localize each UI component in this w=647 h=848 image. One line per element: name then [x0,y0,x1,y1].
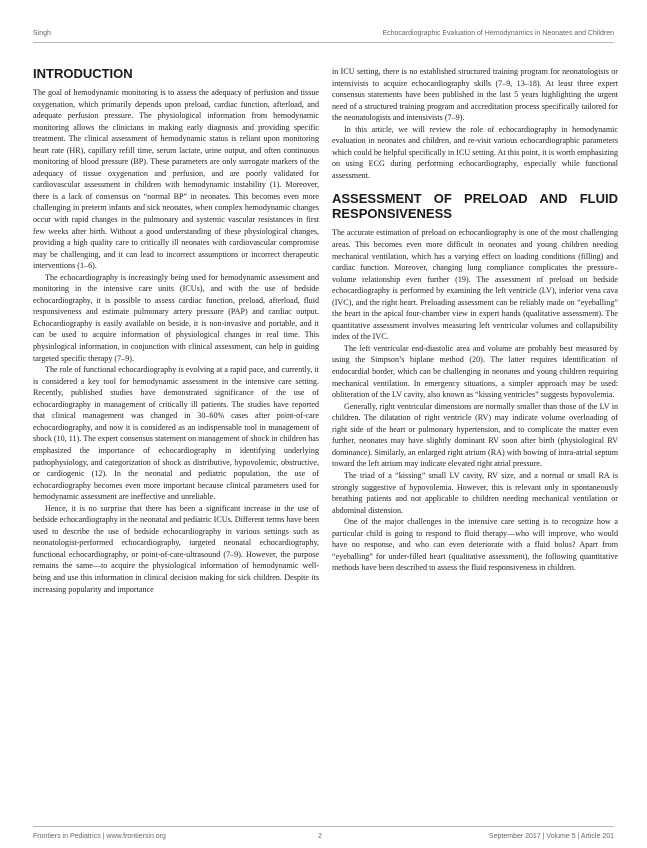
paragraph: The echocardiography is increasingly being used for hemodynamic assessment and monitoring in the intensive care units (ICUs), and with the use of bedside echocardiography, it is possible to assess cardiac function, preload, afterload, fluid responsiveness and estimate pulmonary artery pressure (PAP) and cardiac output. Echocardiography is easily available on beside, it is non-invasive and portable, and it can be used to acquire information of physiological changes in real time. This physiological information, in conjunction with clinical assessment, can help in guiding targeted specific therapy (7–9). [33,272,319,363]
paragraph: The triad of a “kissing” small LV cavity, RV size, and a normal or small RA is strongly suggestive of hypovolemia. However, this is relevant only in spontaneously breathing patients and not applicable to children needing mechanical ventilation or abdominal distension. [332,470,618,515]
section-heading-introduction: INTRODUCTION [33,66,133,81]
footer-journal: Frontiers in Pediatrics | www.frontiersin.org [33,833,166,840]
running-header-title: Echocardiographic Evaluation of Hemodynamics in Neonates and Children [382,30,614,37]
left-column [33,66,319,595]
paragraph: The accurate estimation of preload on echocardiography is one of the most challenging areas. This becomes even more difficult in neonates and young children needing mechanical ventilation, which has a varying effect on loading conditions (filling) and cardiac function. Moreover, changing lung compliance complicates the pressure–volume relationship even further (19). The assessment of preload on bedside echocardiography is performed by examining the left ventricle (LV), inferior vena cava (IVC), and the right heart. Preloading assessment can be reliably made on “eyeballing” the heart in the apical four-chamber view in expert hands (qualitative assessment). The quantitative assessment involves measuring left ventricular volumes and collapsibility index of the IVC. [332,228,618,342]
footer-issue: September 2017 | Volume 5 | Article 201 [488,833,614,840]
paragraph: Generally, right ventricular dimensions are normally smaller than those of the LV in children. The dilatation of right ventricle (RV) may indicate volume overloading of right side of the heart or pulmonary hypertension, and to complicate the matter even further, neonates may have slightly dominant RV soon after birth (physiological RV dominance). Similarly, an enlarged right atrium (RA) with bowing of intra-atrial septum toward the left atrium may indicate elevated right atrial pressure. [332,401,618,469]
paragraph: in ICU setting, there is no established structured training program for neonatologists or intensivists to acquire echocardiography skills (7–9, 13–18). At least three expert consensus statements have been published in the last 5 years highlighting the urgent need of a structured training program and accreditation process specifically tailored for the neonatologists and intensivists (7–9). [332,67,618,123]
paragraph: The role of functional echocardiography is evolving at a rapid pace, and currently, it is considered a key tool for hemodynamic assessment in the intensive care setting. Recently, published studies have demonstrated significance of the use of echocardiography in management of critically ill patients. The studies have reported that clinical management was changed in 30–60% cases after point-of-care echocardiography, and now it is considered as an indispensable tool in management of shock (10, 11). The expert consensus statement on management of shock in children has emphasized the importance of echocardiography in identifying underlying pathophysiology, and categorization of shock as distributive, hypovolemic, obstructive, or cardiogenic (12). In the neonatal and pediatric population, the use of echocardiography becomes even more important because clinical parameters used for hemodynamic assessment are ineffective and unreliable. [33,365,319,502]
running-header-author: Singh [33,30,51,37]
right-column [332,66,618,574]
paragraph: Hence, it is no surprise that there has been a significant increase in the use of bedside echocardiography in the neonatal and pediatric ICUs. Different terms have been used to describe the use of bedside echocardiography in various settings such as neonatologist-performed echocardiography, targeted neonatal echocardiography, functional echocardiography, or point-of-care-ultrasound (7–9). However, the purpose remains the same—to acquire the physiological information of hemodynamic well-being and use this information in clinical decision making for sick children. Despite its increasing popularity and importance [33,503,319,594]
paragraph: The goal of hemodynamic monitoring is to assess the adequacy of perfusion and tissue oxygenation, which primarily depends upon preload, cardiac function, afterload, and adequate perfusion pressure. The physiological information from hemodynamic monitoring allows the clinicians in making early diagnosis and providing specific treatment. The clinical assessment of hemodynamic status is reliant upon monitoring heart rate (HR), capillary refill time, serum lactate, urine output, and often continuous monitoring of blood pressure (BP). These parameters are only surrogate markers of the adequacy of tissue oxygenation and perfusion, and are poorly validated for cardiovascular assessment in children with hemodynamic instability (1). Moreover, there is a lack of consensus on “normal BP” in neonates. This becomes even more challenging in preterm infants and sick neonates, when complex hemodynamic changes occur with rapid changes in the pulmonary and systemic vascular resistances in first few weeks after birth. Without a good understanding of these physiological changes, providing a high quality care to critically ill neonates with cardiovascular compromise may be challenging, and it can lead to incorrect assumptions or incorrect therapeutic interventions (1–6). [33,88,319,271]
paragraph: In this article, we will review the role of echocardiography in hemodynamic evaluation in neonates and children, and re-visit various echocardiographic parameters which could be helpful specifically in ICU setting. At this point, it is worth emphasizing on using ECG during performing echocardiography, especially while functional assessment. [332,124,618,180]
paragraph: One of the major challenges in the intensive care setting is to recognize how a particular child is going to respond to fluid therapy—who will improve, who would have no response, and who can even deteriorate with a fluid bolus? Apart from “eyeballing” for under-filled heart (qualitative assessment), the following quantitative methods have been described to assess the fluid responsiveness in children. [332,517,618,573]
header-rule [33,42,614,43]
paragraph: The left ventricular end-diastolic area and volume are probably best measured by using the Simpson’s biplane method (20). The latter requires identification of endocardial border, which can be challenging in neonates and young children requiring mechanical ventilation. In emergency situations, a simpler approach may be used: obliteration of the LV cavity, also known as “kissing ventricles” suggests hypovolemia. [332,343,618,400]
page-number: 2 [318,833,322,840]
footer-rule [33,826,614,827]
section-heading-preload: ASSESSMENT OF PRELOAD AND FLUID RESPONSIVENESS [332,191,618,222]
